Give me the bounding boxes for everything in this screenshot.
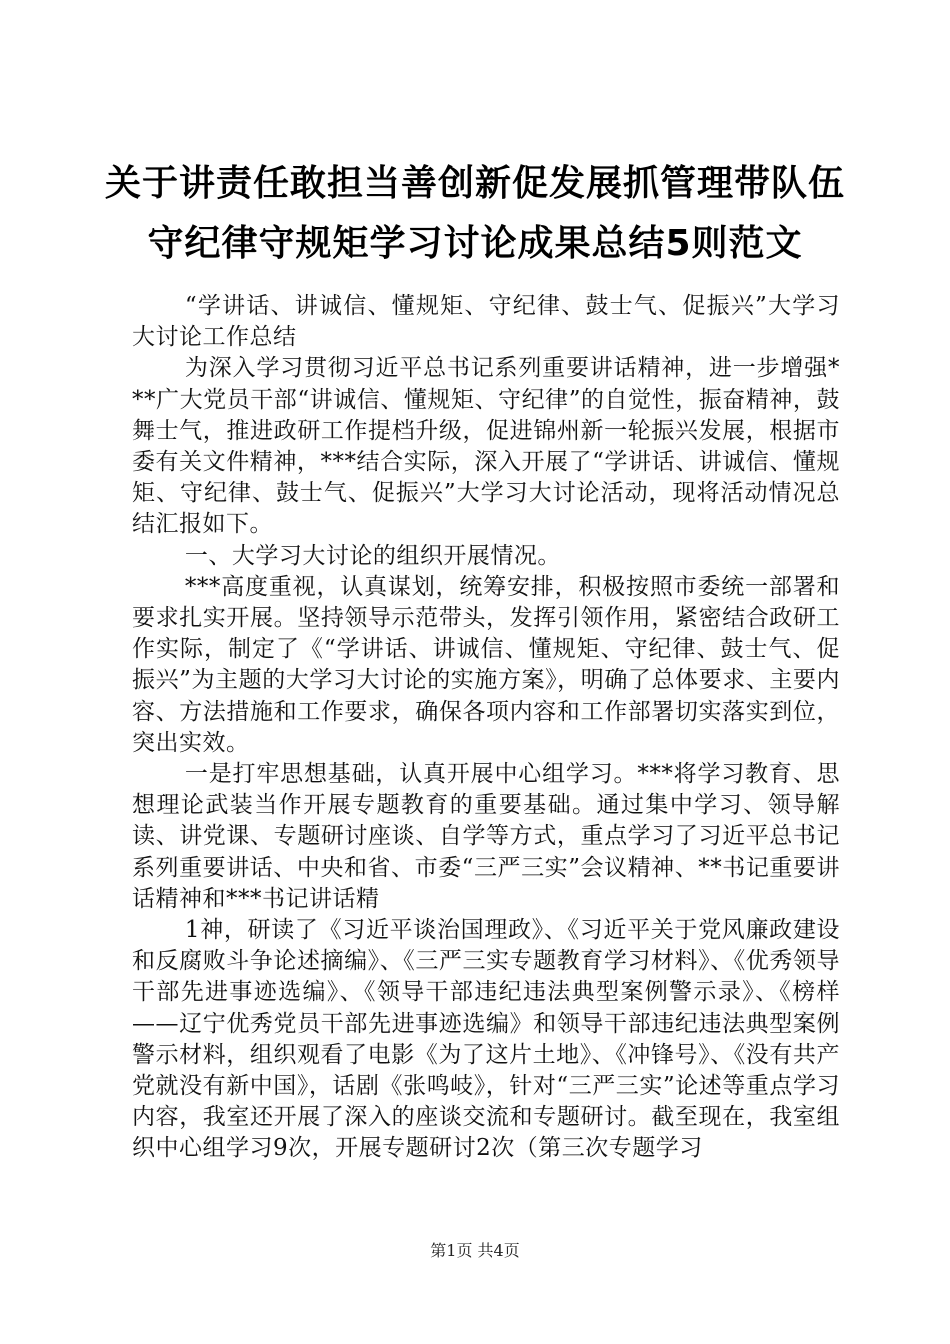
paragraph-intro: 为深入学习贯彻习近平总书记系列重要讲话精神，进一步增强***广大党员干部“讲诚信、懂规矩、守纪律”的自觉性，振奋精神，鼓舞士气，推进政研工作提档升级，促进锦州新一轮振兴发展，根据市委有关文件精神，***结合实际，深入开展了“学讲话、讲诚信、懂规矩、守纪律、鼓士气、促振兴”大学习大讨论活动，现将活动情况总结汇报如下。 [132,355,840,538]
document-title-line-2: 守纪律守规矩学习讨论成果总结5则范文 [147,223,803,264]
paragraph-heading: “学讲话、讲诚信、懂规矩、守纪律、鼓士气、促振兴”大学习大讨论工作总结 [132,293,840,351]
paragraph-organization: ***高度重视，认真谋划，统筹安排，积极按照市委统一部署和要求扎实开展。坚持领导示范带头，发挥引领作用，紧密结合政研工作实际，制定了《“学讲话、讲诚信、懂规矩、守纪律、鼓士气、促振兴”为主题的大学习大讨论的实施方案》，明确了总体要求、主要内容、方法措施和工作要求，确保各项内容和工作部署切实落实到位，突出实效。 [132,573,840,756]
paragraph-study-foundation: 一是打牢思想基础，认真开展中心组学习。***将学习教育、思想理论武装当作开展专题教育的重要基础。通过集中学习、领导解读、讲党课、专题研讨座谈、自学等方式，重点学习了习近平总书记系列重要讲话、中央和省、市委“三严三实”会议精神、**书记重要讲话精神和***书记讲话精 [132,761,840,912]
section-heading: 一、大学习大讨论的组织开展情况。 [184,542,561,569]
page-number-footer: 第1页 共4页 [430,1241,520,1260]
document-body [132,291,840,1165]
document-title-line-1: 关于讲责任敢担当善创新促发展抓管理带队伍 [104,163,845,204]
paragraph-study-materials: 1神，研读了《习近平谈治国理政》、《习近平关于党风廉政建设和反腐败斗争论述摘编》、《三严三实专题教育学习材料》、《优秀领导干部先进事迹选编》、《领导干部违纪违法典型案例警示录》、《榜样——辽宁优秀党员干部先进事迹选编》和领导干部违纪违法典型案例警示材料，组织观看了电影《为了这片土地》、《冲锋号》、《没有共产党就没有新中国》，话剧《张鸣岐》，针对“三严三实”论述等重点学习内容，我室还开展了深入的座谈交流和专题研讨。截至现在，我室组织中心组学习9次，开展专题研讨2次（第三次专题学习 [132,917,840,1162]
